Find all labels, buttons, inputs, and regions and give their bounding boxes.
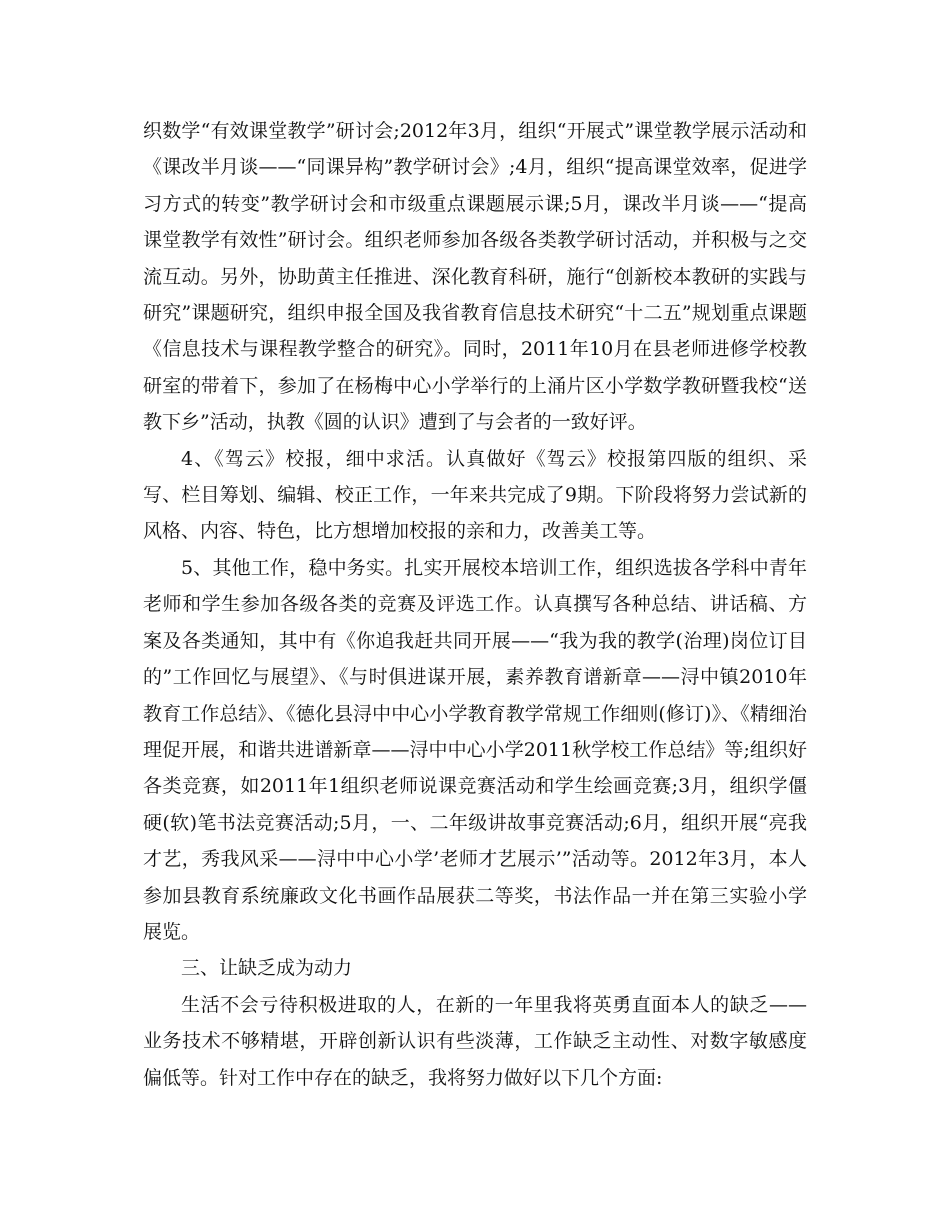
paragraph-item-5-other-work: 5、其他工作，稳中务实。扎实开展校本培训工作，组织选拔各学科中青年老师和学生参加各级各类的竞赛及评选工作。认真撰写各种总结、讲话稿、方案及各类通知，其中有《你追我赶共同开展——“我为我的教学(治理)岗位订目的”工作回忆与展望》、《与时俱进谋开展，素养教育谱新章——浔中镇2010年教育工作总结》、《德化县浔中中心小学教育教学常规工作细则(修订)》、《精细治理促开展，和谐共进谱新章——浔中中心小学2011秋学校工作总结》等;组织好各类竞赛，如2011年1组织老师说课竞赛活动和学生绘画竞赛;3月，组织学僵硬(软)笔书法竞赛活动;5月，一、二年级讲故事竞赛活动;6月，组织开展“亮我才艺，秀我风采——浔中中心小学’老师才艺展示’”活动等。2012年3月，本人参加县教育系统廉政文化书画作品展获二等奖，书法作品一并在第三实验小学展览。 (143, 556, 807, 943)
document-body (143, 113, 807, 1096)
paragraph-shortcomings: 生活不会亏待积极进取的人，在新的一年里我将英勇直面本人的缺乏——业务技术不够精堪，开辟创新认识有些淡薄，工作缺乏主动性、对数字敏感度偏低等。针对工作中存在的缺乏，我将努力做好以下几个方面: (143, 993, 807, 1089)
paragraph-item-4-school-newspaper: 4、《驾云》校报，细中求活。认真做好《驾云》校报第四版的组织、采写、栏目筹划、编辑、校正工作，一年来共完成了9期。下阶段将努力尝试新的风格、内容、特色，比方想增加校报的亲和力，改善美工等。 (143, 447, 807, 543)
section-heading-3: 三、让缺乏成为动力 (181, 957, 353, 980)
paragraph-continuation: 织数学“有效课堂教学”研讨会;2012年3月，组织“开展式”课堂教学展示活动和《课改半月谈——“同课异构”教学研讨会》;4月，组织“提高课堂效率，促进学习方式的转变”教学研讨会和市级重点课题展示课;5月，课改半月谈——“提高课堂教学有效性”研讨会。组织老师参加各级各类教学研讨活动，并积极与之交流互动。另外，协助黄主任推进、深化教育科研，施行“创新校本教研的实践与研究”课题研究，组织申报全国及我省教育信息技术研究“十二五”规划重点课题《信息技术与课程教学整合的研究》。同时，2011年10月在县老师进修学校教研室的带着下，参加了在杨梅中心小学举行的上涌片区小学数学教研暨我校“送教下乡”活动，执教《圆的认识》遭到了与会者的一致好评。 (143, 120, 807, 434)
